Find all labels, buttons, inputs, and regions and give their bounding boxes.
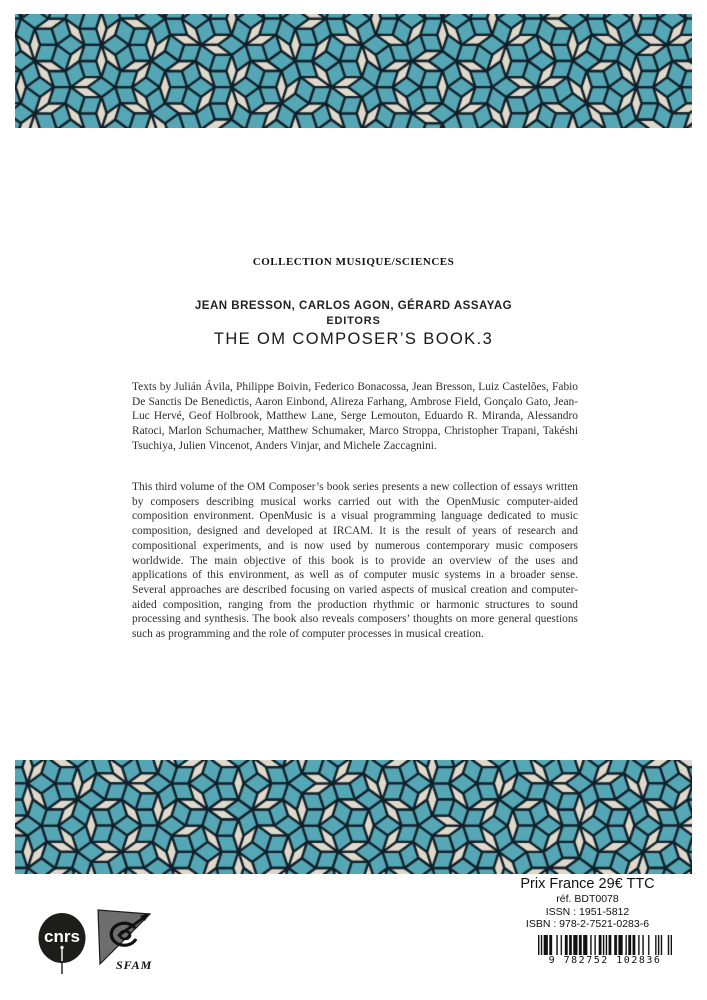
isbn-line: ISBN : 978-2-7521-0283-6 <box>525 918 650 930</box>
sfam-logo-text: SFAM <box>116 958 153 972</box>
cnrs-logo-text: cnrs <box>44 927 80 946</box>
texts-by-paragraph: Texts by Julián Ávila, Philippe Boivin, Federico Bonacossa, Jean Bresson, Luiz Castelões, Fabio De Sanctis De Benedictis, Aaron Einbond, Alireza Farhang, Ambrose Field, Gonçalo Gato, Jean-Luc Hervé, Geof Holbrook, Matthew Lane, Serge Lemouton, Eduardo R. Miranda, Alessandro Ratoci, Marlon Schumacher, Matthew Schumaker, Marco Stroppa, Christopher Trapani, Takéshi Tsuchiya, Julien Vincenot, Anders Vinjar, and Michele Zaccagnini. <box>132 381 578 452</box>
price-line: Prix France 29€ TTC <box>520 876 655 892</box>
barcode-bars <box>538 935 672 955</box>
editors-names: JEAN BRESSON, CARLOS AGON, GÉRARD ASSAYAG <box>194 300 513 312</box>
description-paragraph: This third volume of the OM Composer’s book series presents a new collection of essays written by composers describing musical works carried out with the OpenMusic computer-aided composition environment. OpenMusic is a visual programming language dedicated to music composition, designed and developed at IRCAM. It is the result of years of research and compositional experiments, and is now used by numerous contemporary music composers worldwide. The main objective of this book is to provide an overview of the uses and applications of this environment, as well as of computer music systems in a broader sense. Several approaches are described focusing on varied aspects of musical creation and computer-aided composition, ranging from the production rhythmic or harmonic structures to sound processing and synthesis. The book also reveals composers’ thoughts on more general questions such as programming and the role of computer processes in musical creation. <box>132 481 578 641</box>
cnrs-needle-head <box>60 946 63 949</box>
ref-line: réf. BDT0078 <box>556 893 619 905</box>
barcode <box>505 935 705 966</box>
penrose-pattern-band-top <box>15 14 692 128</box>
cnrs-needle-dark <box>61 963 62 974</box>
penrose-pattern-band-bottom <box>15 760 692 874</box>
cnrs-logo <box>37 912 87 976</box>
cnrs-needle-white <box>61 949 62 961</box>
book-title: THE OM COMPOSER’S BOOK.3 <box>213 330 494 348</box>
editors-label: EDITORS <box>326 315 381 327</box>
collection-title: COLLECTION MUSIQUE/SCIENCES <box>252 256 455 268</box>
sfam-logo <box>94 906 154 974</box>
pricing-block <box>470 876 705 931</box>
issn-line: ISSN : 1951-5812 <box>545 905 630 918</box>
barcode-number: 9 782752 102836 <box>548 955 662 966</box>
